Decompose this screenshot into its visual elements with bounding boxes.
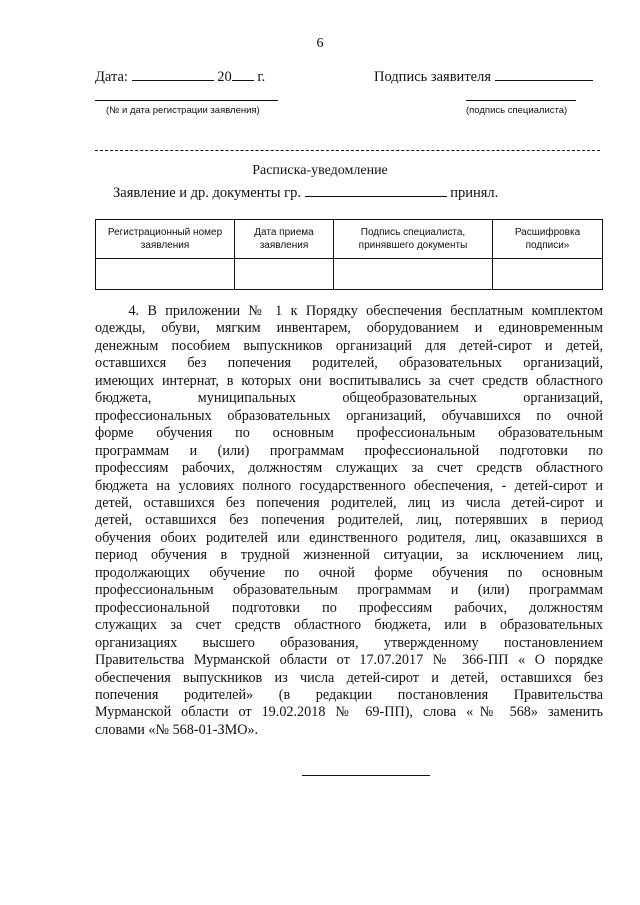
signature-label: Подпись заявителя — [374, 69, 491, 85]
paragraph-line: обучения обоих родителей или единственного родителя, лиц, оказавшихся в — [95, 529, 603, 546]
paragraph-line: денежным пособием выпускников организаций для детей-сирот и детей, — [95, 337, 603, 354]
specialist-line — [466, 100, 576, 101]
paragraph-line: Правительства Мурманской области от 17.07.2017 № 366-ПП « О порядке — [95, 652, 603, 669]
date-field — [95, 66, 265, 86]
paragraph-line: бюджета, муниципальных общеобразовательных организаций, — [95, 390, 603, 407]
paragraph-line: попечения родителей» (в редакции постановления Правительства — [95, 686, 603, 703]
registration-line — [95, 100, 278, 101]
receipt-line — [113, 182, 498, 202]
paragraph-line: профессиональной подготовки по профессиям рабочих, должностям — [95, 599, 603, 616]
date-day-blank — [132, 66, 214, 81]
specialist-caption: (подпись специалиста) — [466, 105, 568, 116]
paragraph-line: программам и (или) программам профессиональной подготовки по — [95, 442, 603, 459]
table-cell — [96, 259, 235, 290]
paragraph-line: профессиональным образовательным программам и (или) программам — [95, 582, 603, 599]
date-label: Дата: — [95, 69, 128, 85]
receipt-line-suffix: принял. — [450, 185, 499, 201]
table-header-cell: Дата приема заявления — [235, 220, 334, 259]
paragraph-line: период обучения в трудной жизненной ситуации, за исключением лиц, — [95, 547, 603, 564]
paragraph-line: профессиям рабочих, должностям служащих за счет средств областного — [95, 460, 603, 477]
registration-caption: (№ и дата регистрации заявления) — [106, 105, 260, 116]
closing-rule — [302, 775, 430, 776]
amendment-paragraph — [95, 303, 603, 739]
registration-table — [95, 219, 603, 290]
paragraph-line: 4. В приложении № 1 к Порядку обеспечения бесплатным комплектом — [95, 303, 603, 319]
table-row — [96, 259, 603, 290]
date-suffix: г. — [257, 69, 266, 85]
receipt-line-prefix: Заявление и др. документы гр. — [113, 185, 301, 201]
receipt-title: Расписка-уведомление — [252, 163, 388, 178]
table-header-cell: Расшифровка подписи» — [493, 220, 603, 259]
date-year: 20 — [217, 69, 232, 85]
table-header-row — [96, 220, 603, 259]
paragraph-line: бюджета на условиях полного государственного обеспечения, - детей-сирот и — [95, 477, 603, 494]
table-header-cell: Регистрационный номер заявления — [96, 220, 235, 259]
table-cell — [493, 259, 603, 290]
table-header-cell: Подпись специалиста, принявшего документы — [334, 220, 493, 259]
paragraph-line: Мурманской области от 19.02.2018 № 69-ПП), слова «№ 568» заменить — [95, 704, 603, 721]
paragraph-line: профессиональных образовательных организаций, обучавшихся по очной — [95, 407, 603, 424]
date-year-blank — [232, 66, 254, 81]
paragraph-line: детей, оставшихся без попечения родителей, лиц, потерявших в период — [95, 512, 603, 529]
cut-line — [95, 150, 600, 151]
table-cell — [235, 259, 334, 290]
paragraph-line: словами «№ 568-01-ЗМО». — [95, 721, 259, 738]
paragraph-line: продолжающих обучение по очной форме обучения по основным — [95, 564, 603, 581]
paragraph-line: служащих за счет средств областного бюджета, или в образовательных — [95, 617, 603, 634]
signature-blank — [495, 66, 593, 81]
applicant-signature-field — [374, 66, 593, 86]
table-cell — [334, 259, 493, 290]
receipt-name-blank — [305, 182, 447, 197]
paragraph-line: оставшихся без попечения родителей, образовательных организаций, — [95, 355, 603, 372]
paragraph-line: одежды, обуви, мягким инвентарем, оборудованием и единовременным — [95, 320, 603, 337]
paragraph-line: организациях высшего образования, утвержденному постановлением — [95, 634, 603, 651]
paragraph-line: имеющих интернат, в которых они воспитывались за счет средств областного — [95, 372, 603, 389]
page-number: 6 — [316, 36, 324, 51]
paragraph-line: обеспечения выпускников из числа детей-сирот и детей, оставшихся без — [95, 669, 603, 686]
paragraph-line: детей, оставшихся без попечения родителей, лиц из числа детей-сирот и — [95, 494, 603, 511]
paragraph-line: форме обучения по основным профессиональным образовательным — [95, 425, 603, 442]
